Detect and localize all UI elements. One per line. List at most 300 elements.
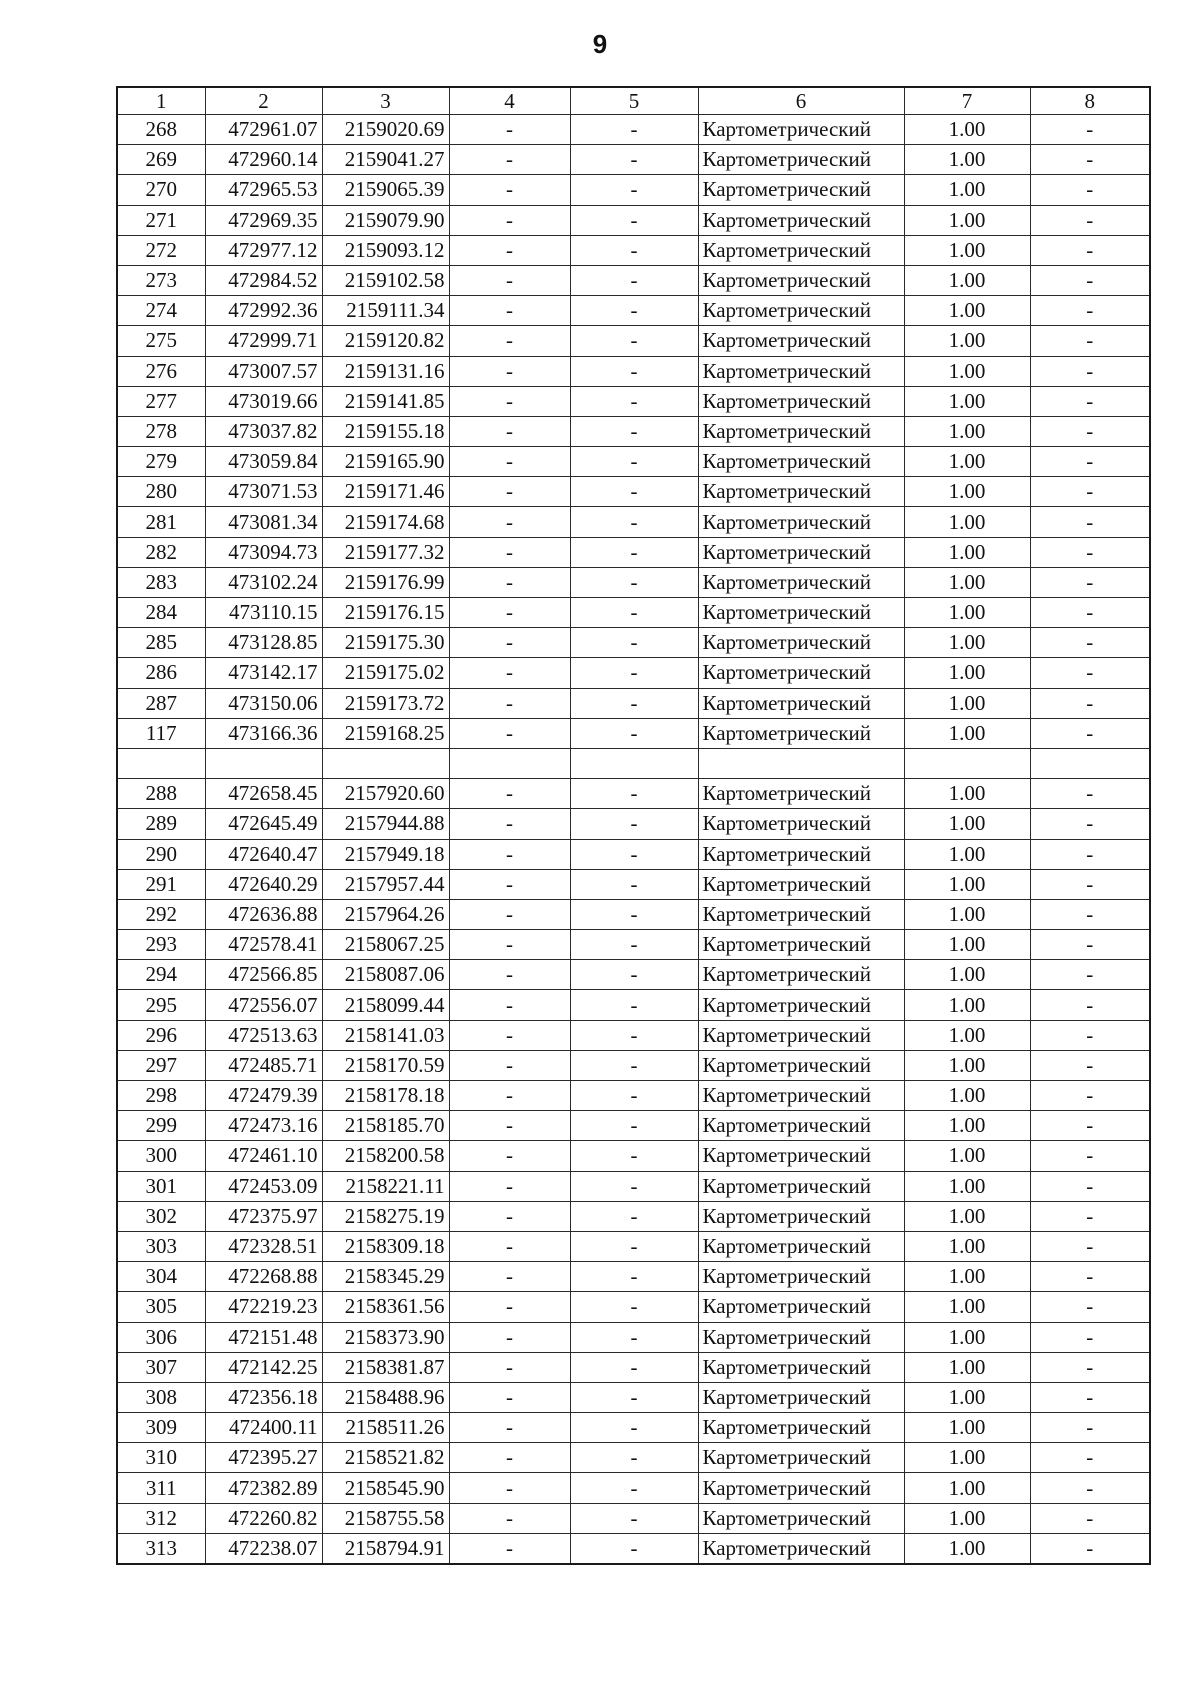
col4-cell: - bbox=[449, 537, 570, 567]
column-header-6: 6 bbox=[698, 87, 904, 115]
point-number-cell: 300 bbox=[117, 1141, 205, 1171]
col8-cell: - bbox=[1030, 718, 1150, 748]
accuracy-cell: 1.00 bbox=[904, 1201, 1030, 1231]
accuracy-cell: 1.00 bbox=[904, 990, 1030, 1020]
x-coordinate-cell: 472969.35 bbox=[205, 205, 322, 235]
x-coordinate-cell: 472142.25 bbox=[205, 1352, 322, 1382]
accuracy-cell: 1.00 bbox=[904, 1533, 1030, 1564]
point-number-cell bbox=[117, 748, 205, 778]
table-row bbox=[117, 326, 1150, 356]
y-coordinate-cell: 2158087.06 bbox=[322, 960, 449, 990]
method-cell: Картометрический bbox=[698, 1413, 904, 1443]
col4-cell: - bbox=[449, 628, 570, 658]
y-coordinate-cell: 2157944.88 bbox=[322, 809, 449, 839]
table-row bbox=[117, 175, 1150, 205]
table-row bbox=[117, 1533, 1150, 1564]
x-coordinate-cell: 472645.49 bbox=[205, 809, 322, 839]
col5-cell: - bbox=[570, 386, 698, 416]
col8-cell: - bbox=[1030, 326, 1150, 356]
point-number-cell: 286 bbox=[117, 658, 205, 688]
method-cell: Картометрический bbox=[698, 839, 904, 869]
col4-cell: - bbox=[449, 235, 570, 265]
point-number-cell: 275 bbox=[117, 326, 205, 356]
accuracy-cell: 1.00 bbox=[904, 326, 1030, 356]
table-row bbox=[117, 477, 1150, 507]
col5-cell: - bbox=[570, 175, 698, 205]
y-coordinate-cell: 2159171.46 bbox=[322, 477, 449, 507]
accuracy-cell: 1.00 bbox=[904, 477, 1030, 507]
col5-cell: - bbox=[570, 990, 698, 1020]
y-coordinate-cell: 2158200.58 bbox=[322, 1141, 449, 1171]
accuracy-cell: 1.00 bbox=[904, 1171, 1030, 1201]
col4-cell: - bbox=[449, 839, 570, 869]
accuracy-cell: 1.00 bbox=[904, 1322, 1030, 1352]
y-coordinate-cell: 2159174.68 bbox=[322, 507, 449, 537]
table-row bbox=[117, 1352, 1150, 1382]
method-cell: Картометрический bbox=[698, 1352, 904, 1382]
y-coordinate-cell: 2157949.18 bbox=[322, 839, 449, 869]
col8-cell: - bbox=[1030, 1533, 1150, 1564]
method-cell: Картометрический bbox=[698, 1262, 904, 1292]
table-row bbox=[117, 386, 1150, 416]
x-coordinate-cell: 472984.52 bbox=[205, 265, 322, 295]
x-coordinate-cell: 473059.84 bbox=[205, 447, 322, 477]
table-row bbox=[117, 1020, 1150, 1050]
accuracy-cell: 1.00 bbox=[904, 718, 1030, 748]
accuracy-cell: 1.00 bbox=[904, 1262, 1030, 1292]
col5-cell: - bbox=[570, 960, 698, 990]
x-coordinate-cell: 472636.88 bbox=[205, 899, 322, 929]
point-number-cell: 291 bbox=[117, 869, 205, 899]
col5-cell: - bbox=[570, 779, 698, 809]
col4-cell: - bbox=[449, 1533, 570, 1564]
table-row bbox=[117, 1201, 1150, 1231]
x-coordinate-cell: 473110.15 bbox=[205, 598, 322, 628]
col8-cell: - bbox=[1030, 960, 1150, 990]
point-number-cell: 289 bbox=[117, 809, 205, 839]
col8-cell: - bbox=[1030, 1201, 1150, 1231]
x-coordinate-cell: 472479.39 bbox=[205, 1081, 322, 1111]
method-cell: Картометрический bbox=[698, 809, 904, 839]
point-number-cell: 307 bbox=[117, 1352, 205, 1382]
col8-cell: - bbox=[1030, 145, 1150, 175]
table-row bbox=[117, 1141, 1150, 1171]
table-row bbox=[117, 537, 1150, 567]
col5-cell: - bbox=[570, 809, 698, 839]
col8-cell: - bbox=[1030, 416, 1150, 446]
col5-cell: - bbox=[570, 1262, 698, 1292]
col5-cell: - bbox=[570, 507, 698, 537]
x-coordinate-cell: 473019.66 bbox=[205, 386, 322, 416]
x-coordinate-cell: 473081.34 bbox=[205, 507, 322, 537]
col4-cell: - bbox=[449, 960, 570, 990]
col5-cell: - bbox=[570, 1533, 698, 1564]
col5-cell: - bbox=[570, 1141, 698, 1171]
y-coordinate-cell: 2158381.87 bbox=[322, 1352, 449, 1382]
x-coordinate-cell: 473094.73 bbox=[205, 537, 322, 567]
col5-cell: - bbox=[570, 598, 698, 628]
point-number-cell: 294 bbox=[117, 960, 205, 990]
method-cell: Картометрический bbox=[698, 1322, 904, 1352]
accuracy-cell: 1.00 bbox=[904, 960, 1030, 990]
y-coordinate-cell: 2159041.27 bbox=[322, 145, 449, 175]
col8-cell: - bbox=[1030, 265, 1150, 295]
method-cell: Картометрический bbox=[698, 296, 904, 326]
point-number-cell: 312 bbox=[117, 1503, 205, 1533]
col8-cell: - bbox=[1030, 175, 1150, 205]
table-row bbox=[117, 1081, 1150, 1111]
col5-cell: - bbox=[570, 1503, 698, 1533]
point-number-cell: 284 bbox=[117, 598, 205, 628]
col4-cell: - bbox=[449, 145, 570, 175]
accuracy-cell: 1.00 bbox=[904, 688, 1030, 718]
x-coordinate-cell: 472640.29 bbox=[205, 869, 322, 899]
y-coordinate-cell: 2159120.82 bbox=[322, 326, 449, 356]
col5-cell: - bbox=[570, 1413, 698, 1443]
col5-cell: - bbox=[570, 567, 698, 597]
table-row bbox=[117, 145, 1150, 175]
method-cell: Картометрический bbox=[698, 1111, 904, 1141]
table-row bbox=[117, 1322, 1150, 1352]
col8-cell: - bbox=[1030, 779, 1150, 809]
method-cell: Картометрический bbox=[698, 688, 904, 718]
point-number-cell: 308 bbox=[117, 1382, 205, 1412]
col5-cell: - bbox=[570, 1352, 698, 1382]
point-number-cell: 293 bbox=[117, 930, 205, 960]
accuracy-cell: 1.00 bbox=[904, 175, 1030, 205]
y-coordinate-cell: 2159079.90 bbox=[322, 205, 449, 235]
point-number-cell: 297 bbox=[117, 1050, 205, 1080]
point-number-cell: 283 bbox=[117, 567, 205, 597]
point-number-cell: 309 bbox=[117, 1413, 205, 1443]
col8-cell: - bbox=[1030, 1292, 1150, 1322]
col8-cell: - bbox=[1030, 990, 1150, 1020]
method-cell: Картометрический bbox=[698, 265, 904, 295]
col5-cell: - bbox=[570, 869, 698, 899]
col8-cell: - bbox=[1030, 809, 1150, 839]
method-cell: Картометрический bbox=[698, 779, 904, 809]
table-row bbox=[117, 205, 1150, 235]
point-number-cell: 313 bbox=[117, 1533, 205, 1564]
table-row bbox=[117, 1231, 1150, 1261]
y-coordinate-cell: 2159065.39 bbox=[322, 175, 449, 205]
col8-cell: - bbox=[1030, 658, 1150, 688]
table-header-row bbox=[117, 87, 1150, 115]
point-number-cell: 117 bbox=[117, 718, 205, 748]
column-header-1: 1 bbox=[117, 87, 205, 115]
table-row bbox=[117, 1413, 1150, 1443]
col8-cell: - bbox=[1030, 628, 1150, 658]
y-coordinate-cell: 2158755.58 bbox=[322, 1503, 449, 1533]
col4-cell: - bbox=[449, 1322, 570, 1352]
accuracy-cell: 1.00 bbox=[904, 899, 1030, 929]
y-coordinate-cell: 2158794.91 bbox=[322, 1533, 449, 1564]
accuracy-cell: 1.00 bbox=[904, 265, 1030, 295]
method-cell: Картометрический bbox=[698, 1231, 904, 1261]
point-number-cell: 301 bbox=[117, 1171, 205, 1201]
col4-cell: - bbox=[449, 1050, 570, 1080]
table-row bbox=[117, 899, 1150, 929]
accuracy-cell: 1.00 bbox=[904, 1020, 1030, 1050]
x-coordinate-cell: 473102.24 bbox=[205, 567, 322, 597]
method-cell: Картометрический bbox=[698, 386, 904, 416]
col4-cell: - bbox=[449, 990, 570, 1020]
method-cell: Картометрический bbox=[698, 1292, 904, 1322]
x-coordinate-cell: 472960.14 bbox=[205, 145, 322, 175]
col5-cell: - bbox=[570, 265, 698, 295]
method-cell: Картометрический bbox=[698, 930, 904, 960]
accuracy-cell: 1.00 bbox=[904, 416, 1030, 446]
y-coordinate-cell: 2158275.19 bbox=[322, 1201, 449, 1231]
accuracy-cell: 1.00 bbox=[904, 1050, 1030, 1080]
method-cell: Картометрический bbox=[698, 960, 904, 990]
y-coordinate-cell: 2158361.56 bbox=[322, 1292, 449, 1322]
method-cell: Картометрический bbox=[698, 507, 904, 537]
col5-cell: - bbox=[570, 899, 698, 929]
method-cell: Картометрический bbox=[698, 1443, 904, 1473]
x-coordinate-cell: 472556.07 bbox=[205, 990, 322, 1020]
y-coordinate-cell: 2158521.82 bbox=[322, 1443, 449, 1473]
y-coordinate-cell: 2157920.60 bbox=[322, 779, 449, 809]
accuracy-cell: 1.00 bbox=[904, 1141, 1030, 1171]
x-coordinate-cell: 472260.82 bbox=[205, 1503, 322, 1533]
y-coordinate-cell: 2159111.34 bbox=[322, 296, 449, 326]
method-cell: Картометрический bbox=[698, 1050, 904, 1080]
point-number-cell: 285 bbox=[117, 628, 205, 658]
table-body bbox=[117, 115, 1150, 1565]
table-row bbox=[117, 1111, 1150, 1141]
y-coordinate-cell: 2159176.15 bbox=[322, 598, 449, 628]
x-coordinate-cell: 472461.10 bbox=[205, 1141, 322, 1171]
method-cell: Картометрический bbox=[698, 1141, 904, 1171]
point-number-cell: 295 bbox=[117, 990, 205, 1020]
x-coordinate-cell: 472640.47 bbox=[205, 839, 322, 869]
point-number-cell: 273 bbox=[117, 265, 205, 295]
method-cell: Картометрический bbox=[698, 326, 904, 356]
table-row bbox=[117, 1443, 1150, 1473]
x-coordinate-cell: 472151.48 bbox=[205, 1322, 322, 1352]
x-coordinate-cell: 473128.85 bbox=[205, 628, 322, 658]
col8-cell: - bbox=[1030, 1020, 1150, 1050]
col5-cell: - bbox=[570, 930, 698, 960]
point-number-cell: 292 bbox=[117, 899, 205, 929]
table-row bbox=[117, 598, 1150, 628]
y-coordinate-cell: 2159155.18 bbox=[322, 416, 449, 446]
y-coordinate-cell: 2157964.26 bbox=[322, 899, 449, 929]
method-cell: Картометрический bbox=[698, 598, 904, 628]
col8-cell: - bbox=[1030, 1352, 1150, 1382]
table-row bbox=[117, 1262, 1150, 1292]
x-coordinate-cell: 472400.11 bbox=[205, 1413, 322, 1443]
col8-cell: - bbox=[1030, 688, 1150, 718]
accuracy-cell: 1.00 bbox=[904, 145, 1030, 175]
col8-cell: - bbox=[1030, 869, 1150, 899]
col4-cell: - bbox=[449, 477, 570, 507]
col5-cell: - bbox=[570, 688, 698, 718]
col4-cell: - bbox=[449, 115, 570, 145]
col5-cell: - bbox=[570, 205, 698, 235]
point-number-cell: 281 bbox=[117, 507, 205, 537]
method-cell: Картометрический bbox=[698, 567, 904, 597]
col8-cell: - bbox=[1030, 115, 1150, 145]
table-row bbox=[117, 748, 1150, 778]
point-number-cell: 271 bbox=[117, 205, 205, 235]
accuracy-cell: 1.00 bbox=[904, 567, 1030, 597]
x-coordinate-cell: 472453.09 bbox=[205, 1171, 322, 1201]
accuracy-cell: 1.00 bbox=[904, 809, 1030, 839]
col8-cell: - bbox=[1030, 1413, 1150, 1443]
point-number-cell: 270 bbox=[117, 175, 205, 205]
y-coordinate-cell: 2158170.59 bbox=[322, 1050, 449, 1080]
point-number-cell: 304 bbox=[117, 1262, 205, 1292]
table-row bbox=[117, 779, 1150, 809]
accuracy-cell: 1.00 bbox=[904, 1081, 1030, 1111]
column-header-5: 5 bbox=[570, 87, 698, 115]
y-coordinate-cell: 2158373.90 bbox=[322, 1322, 449, 1352]
x-coordinate-cell: 472977.12 bbox=[205, 235, 322, 265]
point-number-cell: 279 bbox=[117, 447, 205, 477]
table-row bbox=[117, 447, 1150, 477]
col8-cell: - bbox=[1030, 1141, 1150, 1171]
x-coordinate-cell: 472473.16 bbox=[205, 1111, 322, 1141]
x-coordinate-cell: 472566.85 bbox=[205, 960, 322, 990]
col8-cell bbox=[1030, 748, 1150, 778]
point-number-cell: 311 bbox=[117, 1473, 205, 1503]
table-row bbox=[117, 265, 1150, 295]
col4-cell: - bbox=[449, 1473, 570, 1503]
col5-cell: - bbox=[570, 235, 698, 265]
table-row bbox=[117, 930, 1150, 960]
method-cell: Картометрический bbox=[698, 990, 904, 1020]
method-cell: Картометрический bbox=[698, 658, 904, 688]
y-coordinate-cell: 2158141.03 bbox=[322, 1020, 449, 1050]
col4-cell: - bbox=[449, 1503, 570, 1533]
point-number-cell: 276 bbox=[117, 356, 205, 386]
method-cell: Картометрический bbox=[698, 145, 904, 175]
col8-cell: - bbox=[1030, 567, 1150, 597]
point-number-cell: 280 bbox=[117, 477, 205, 507]
col5-cell: - bbox=[570, 537, 698, 567]
method-cell: Картометрический bbox=[698, 1503, 904, 1533]
y-coordinate-cell: 2157957.44 bbox=[322, 869, 449, 899]
col4-cell: - bbox=[449, 296, 570, 326]
col5-cell: - bbox=[570, 839, 698, 869]
col5-cell: - bbox=[570, 1292, 698, 1322]
coordinates-table bbox=[116, 86, 1151, 1565]
col8-cell: - bbox=[1030, 1111, 1150, 1141]
table-row bbox=[117, 567, 1150, 597]
accuracy-cell: 1.00 bbox=[904, 779, 1030, 809]
table-row bbox=[117, 869, 1150, 899]
col4-cell: - bbox=[449, 1231, 570, 1261]
col4-cell: - bbox=[449, 1292, 570, 1322]
method-cell: Картометрический bbox=[698, 628, 904, 658]
x-coordinate-cell: 473071.53 bbox=[205, 477, 322, 507]
page-number: 9 bbox=[592, 29, 608, 59]
col5-cell: - bbox=[570, 1020, 698, 1050]
method-cell bbox=[698, 748, 904, 778]
col5-cell bbox=[570, 748, 698, 778]
y-coordinate-cell: 2159131.16 bbox=[322, 356, 449, 386]
col5-cell: - bbox=[570, 1443, 698, 1473]
method-cell: Картометрический bbox=[698, 477, 904, 507]
col8-cell: - bbox=[1030, 899, 1150, 929]
accuracy-cell: 1.00 bbox=[904, 537, 1030, 567]
col5-cell: - bbox=[570, 1231, 698, 1261]
col4-cell: - bbox=[449, 567, 570, 597]
y-coordinate-cell: 2159177.32 bbox=[322, 537, 449, 567]
col8-cell: - bbox=[1030, 1473, 1150, 1503]
x-coordinate-cell: 472961.07 bbox=[205, 115, 322, 145]
method-cell: Картометрический bbox=[698, 1020, 904, 1050]
col8-cell: - bbox=[1030, 1382, 1150, 1412]
x-coordinate-cell: 472375.97 bbox=[205, 1201, 322, 1231]
y-coordinate-cell: 2159141.85 bbox=[322, 386, 449, 416]
table-row bbox=[117, 960, 1150, 990]
column-header-7: 7 bbox=[904, 87, 1030, 115]
point-number-cell: 298 bbox=[117, 1081, 205, 1111]
x-coordinate-cell: 473037.82 bbox=[205, 416, 322, 446]
table-row bbox=[117, 1503, 1150, 1533]
col4-cell: - bbox=[449, 356, 570, 386]
col8-cell: - bbox=[1030, 1322, 1150, 1352]
col5-cell: - bbox=[570, 416, 698, 446]
point-number-cell: 290 bbox=[117, 839, 205, 869]
x-coordinate-cell: 472219.23 bbox=[205, 1292, 322, 1322]
accuracy-cell: 1.00 bbox=[904, 1473, 1030, 1503]
y-coordinate-cell: 2159175.02 bbox=[322, 658, 449, 688]
col4-cell: - bbox=[449, 718, 570, 748]
point-number-cell: 299 bbox=[117, 1111, 205, 1141]
accuracy-cell: 1.00 bbox=[904, 115, 1030, 145]
method-cell: Картометрический bbox=[698, 1201, 904, 1231]
y-coordinate-cell: 2159093.12 bbox=[322, 235, 449, 265]
col5-cell: - bbox=[570, 1201, 698, 1231]
point-number-cell: 288 bbox=[117, 779, 205, 809]
x-coordinate-cell: 473150.06 bbox=[205, 688, 322, 718]
col4-cell: - bbox=[449, 1201, 570, 1231]
col4-cell: - bbox=[449, 265, 570, 295]
col4-cell: - bbox=[449, 1020, 570, 1050]
col5-cell: - bbox=[570, 1382, 698, 1412]
column-header-3: 3 bbox=[322, 87, 449, 115]
col5-cell: - bbox=[570, 447, 698, 477]
accuracy-cell: 1.00 bbox=[904, 447, 1030, 477]
table-row bbox=[117, 839, 1150, 869]
col8-cell: - bbox=[1030, 235, 1150, 265]
col4-cell: - bbox=[449, 386, 570, 416]
method-cell: Картометрический bbox=[698, 1171, 904, 1201]
x-coordinate-cell: 472513.63 bbox=[205, 1020, 322, 1050]
accuracy-cell: 1.00 bbox=[904, 1503, 1030, 1533]
x-coordinate-cell bbox=[205, 748, 322, 778]
point-number-cell: 269 bbox=[117, 145, 205, 175]
y-coordinate-cell: 2159020.69 bbox=[322, 115, 449, 145]
accuracy-cell bbox=[904, 748, 1030, 778]
x-coordinate-cell: 472992.36 bbox=[205, 296, 322, 326]
table-row bbox=[117, 628, 1150, 658]
accuracy-cell: 1.00 bbox=[904, 1413, 1030, 1443]
method-cell: Картометрический bbox=[698, 869, 904, 899]
col4-cell: - bbox=[449, 779, 570, 809]
col5-cell: - bbox=[570, 658, 698, 688]
col4-cell: - bbox=[449, 1081, 570, 1111]
y-coordinate-cell: 2158345.29 bbox=[322, 1262, 449, 1292]
x-coordinate-cell: 472578.41 bbox=[205, 930, 322, 960]
table-row bbox=[117, 115, 1150, 145]
col5-cell: - bbox=[570, 477, 698, 507]
table-row bbox=[117, 990, 1150, 1020]
